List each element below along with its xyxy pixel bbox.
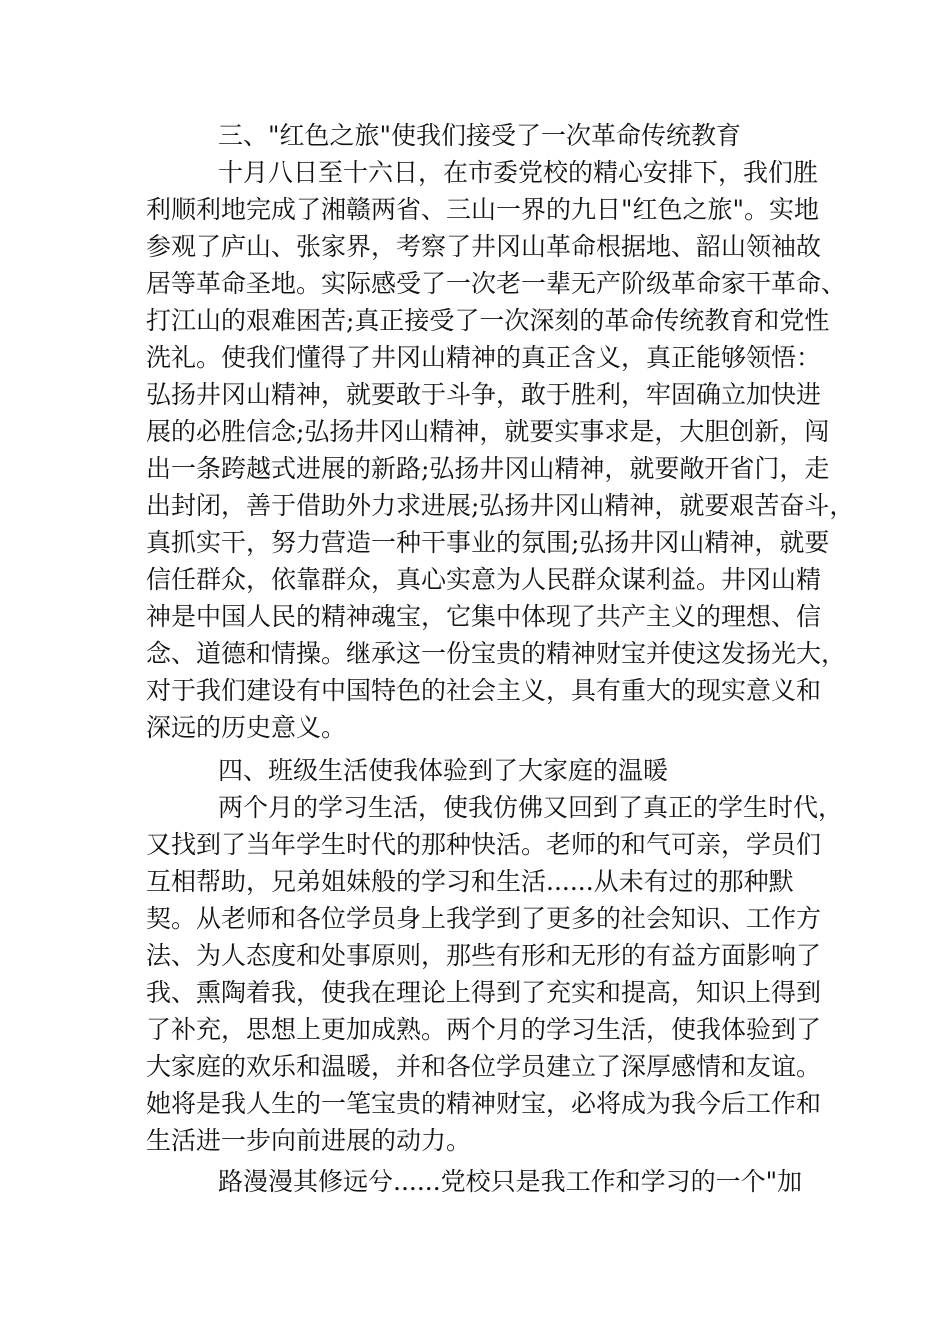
paragraph-line: 互相帮助，兄弟姐妹般的学习和生活......从未有过的那种默 xyxy=(146,867,794,896)
paragraph-line: 两个月的学习生活，使我仿佛又回到了真正的学生时代， xyxy=(218,793,844,822)
paragraph-line: 生活进一步向前进展的动力。 xyxy=(146,1126,472,1155)
paragraph-line: 对于我们建设有中国特色的社会主义，具有重大的现实意义和 xyxy=(146,676,822,705)
paragraph-line: 了补充，思想上更加成熟。两个月的学习生活，使我体验到了 xyxy=(146,1015,822,1044)
paragraph-line: 路漫漫其修远兮......党校只是我工作和学习的一个"加 xyxy=(218,1167,803,1196)
paragraph-line: 深远的历史意义。 xyxy=(146,713,347,742)
paragraph-line: 又找到了当年学生时代的那种快活。老师的和气可亲，学员们 xyxy=(146,830,822,859)
section-heading-4: 四、班级生活使我体验到了大家庭的温暖 xyxy=(218,756,669,785)
paragraph-line: 打江山的艰难困苦;真正接受了一次深刻的革命传统教育和党性 xyxy=(146,306,830,335)
paragraph-line: 大家庭的欢乐和温暖，并和各位学员建立了深厚感情和友谊。 xyxy=(146,1052,822,1081)
paragraph-line: 我、熏陶着我，使我在理论上得到了充实和提高，知识上得到 xyxy=(146,978,822,1007)
paragraph-line: 信任群众，依靠群众，真心实意为人民群众谋利益。井冈山精 xyxy=(146,565,822,594)
paragraph-line: 出一条跨越式进展的新路;弘扬井冈山精神，就要敞开省门，走 xyxy=(146,454,830,483)
paragraph-line: 展的必胜信念;弘扬井冈山精神，就要实事求是，大胆创新，闯 xyxy=(146,417,830,446)
paragraph-line: 出封闭，善于借助外力求进展;弘扬井冈山精神，就要艰苦奋斗， xyxy=(146,491,855,520)
paragraph-line: 契。从老师和各位学员身上我学到了更多的社会知识、工作方 xyxy=(146,904,822,933)
paragraph-line: 弘扬井冈山精神，就要敢于斗争，敢于胜利，牢固确立加快进 xyxy=(146,380,822,409)
paragraph-line: 法、为人态度和处事原则，那些有形和无形的有益方面影响了 xyxy=(146,941,822,970)
paragraph-line: 居等革命圣地。实际感受了一次老一辈无产阶级革命家干革命、 xyxy=(146,269,847,298)
paragraph-line: 念、道德和情操。继承这一份宝贵的精神财宝并使这发扬光大， xyxy=(146,639,847,668)
paragraph-line: 洗礼。使我们懂得了井冈山精神的真正含义，真正能够领悟： xyxy=(146,343,822,372)
paragraph-line: 神是中国人民的精神魂宝，它集中体现了共产主义的理想、信 xyxy=(146,602,822,631)
paragraph-line: 她将是我人生的一笔宝贵的精神财宝，必将成为我今后工作和 xyxy=(146,1089,822,1118)
paragraph-line: 真抓实干，努力营造一种干事业的氛围;弘扬井冈山精神，就要 xyxy=(146,528,830,557)
section-heading-3: 三、"红色之旅"使我们接受了一次革命传统教育 xyxy=(218,121,741,150)
paragraph-line: 十月八日至十六日，在市委党校的精心安排下，我们胜 xyxy=(218,158,819,187)
paragraph-line: 参观了庐山、张家界，考察了井冈山革命根据地、韶山领袖故 xyxy=(146,232,822,261)
paragraph-line: 利顺利地完成了湘赣两省、三山一界的九日"红色之旅"。实地 xyxy=(146,195,820,224)
